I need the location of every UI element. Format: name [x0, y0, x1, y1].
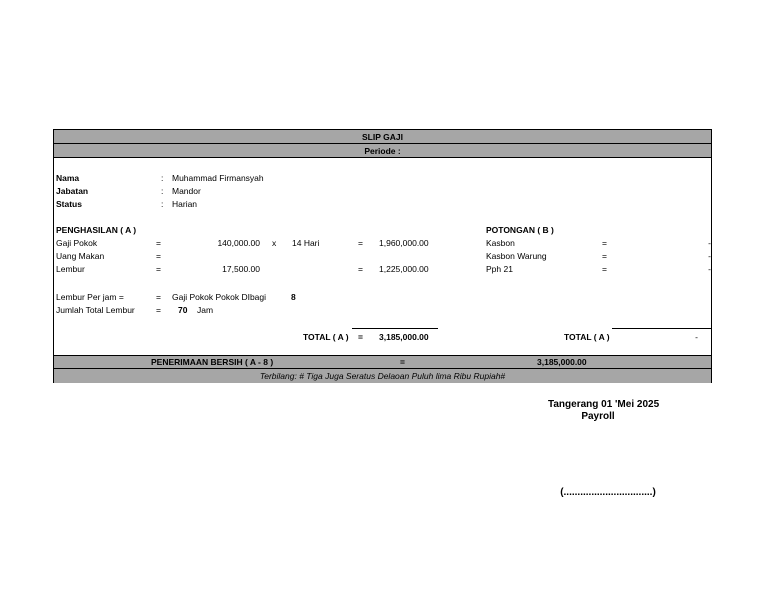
lembur-eq: = [156, 264, 161, 274]
lembur-per-jam-label: Lembur Per jam = [56, 292, 124, 302]
lembur-per-jam-text: Gaji Pokok Pokok DIbagi [172, 292, 267, 302]
jabatan-colon: : [161, 186, 164, 196]
gaji-pokok-rate: 140,000.00 [217, 238, 260, 248]
total-a-eq: = [358, 332, 363, 342]
kasbon-warung-eq: = [602, 251, 607, 261]
pph21-eq: = [602, 264, 607, 274]
bersih-value: 3,185,000.00 [537, 357, 587, 367]
pph21-value: - [708, 264, 711, 274]
periode-band [54, 144, 711, 158]
penghasilan-heading: PENGHASILAN ( A ) [56, 225, 137, 235]
jumlah-lembur-value: 70 [178, 305, 188, 315]
gaji-pokok-eq: = [156, 238, 161, 248]
nama-label: Nama [56, 173, 80, 183]
total-a-value: 3,185,000.00 [379, 332, 429, 342]
jabatan-label: Jabatan [56, 186, 89, 196]
title-band [54, 130, 711, 144]
total-a-underline [352, 328, 438, 329]
kasbon-warung-label: Kasbon Warung [486, 251, 547, 261]
terbilang-text: Terbilang: # Tiga Juga Seratus Delaoan Puluh lima Ribu Rupiah# [259, 371, 506, 381]
status-colon: : [161, 199, 164, 209]
periode-label: Periode : [364, 146, 401, 156]
potongan-heading: POTONGAN ( B ) [486, 225, 554, 235]
bersih-label: PENERIMAAN BERSIH ( A - 8 ) [151, 357, 274, 367]
gaji-pokok-label: Gaji Pokok [56, 238, 98, 248]
jumlah-lembur-unit: Jam [197, 305, 214, 315]
lembur-rate: 17,500.00 [222, 264, 260, 274]
uang-makan-label: Uang Makan [56, 251, 105, 261]
total-a-label: TOTAL ( A ) [303, 332, 349, 342]
nama-value: Muhammad Firmansyah [172, 173, 264, 183]
signature-role: Payroll [581, 411, 615, 422]
lembur-label: Lembur [56, 264, 85, 274]
status-label: Status [56, 199, 82, 209]
slip-title: SLIP GAJI [362, 132, 403, 142]
bersih-eq: = [400, 357, 405, 367]
lembur-per-jam-eq: = [156, 292, 161, 302]
terbilang-band [54, 369, 711, 383]
nama-colon: : [161, 173, 164, 183]
kasbon-eq: = [602, 238, 607, 248]
lembur-amount: 1,225,000.00 [379, 264, 429, 274]
salary-slip [53, 129, 712, 383]
kasbon-value: - [708, 238, 711, 248]
total-b-label: TOTAL ( A ) [564, 332, 610, 342]
total-b-value: - [695, 332, 698, 342]
kasbon-label: Kasbon [486, 238, 515, 248]
lembur-eq2: = [358, 264, 363, 274]
pph21-label: Pph 21 [486, 264, 513, 274]
jumlah-lembur-eq: = [156, 305, 161, 315]
gaji-pokok-eq2: = [358, 238, 363, 248]
gaji-pokok-amount: 1,960,000.00 [379, 238, 429, 248]
status-value: Harian [172, 199, 198, 209]
bersih-band [54, 355, 711, 369]
signature-place-date: Tangerang 01 'Mei 2025 [548, 399, 660, 410]
total-b-underline [612, 328, 712, 329]
uang-makan-eq: = [156, 251, 161, 261]
jabatan-value: Mandor [172, 186, 201, 196]
gaji-pokok-qty: 14 Hari [292, 238, 320, 248]
jumlah-lembur-label: Jumlah Total Lembur [56, 305, 135, 315]
signature-blank: (................................) [560, 487, 656, 498]
kasbon-warung-value: - [708, 251, 711, 261]
lembur-per-jam-value: 8 [291, 292, 296, 302]
gaji-pokok-times: x [272, 238, 277, 248]
